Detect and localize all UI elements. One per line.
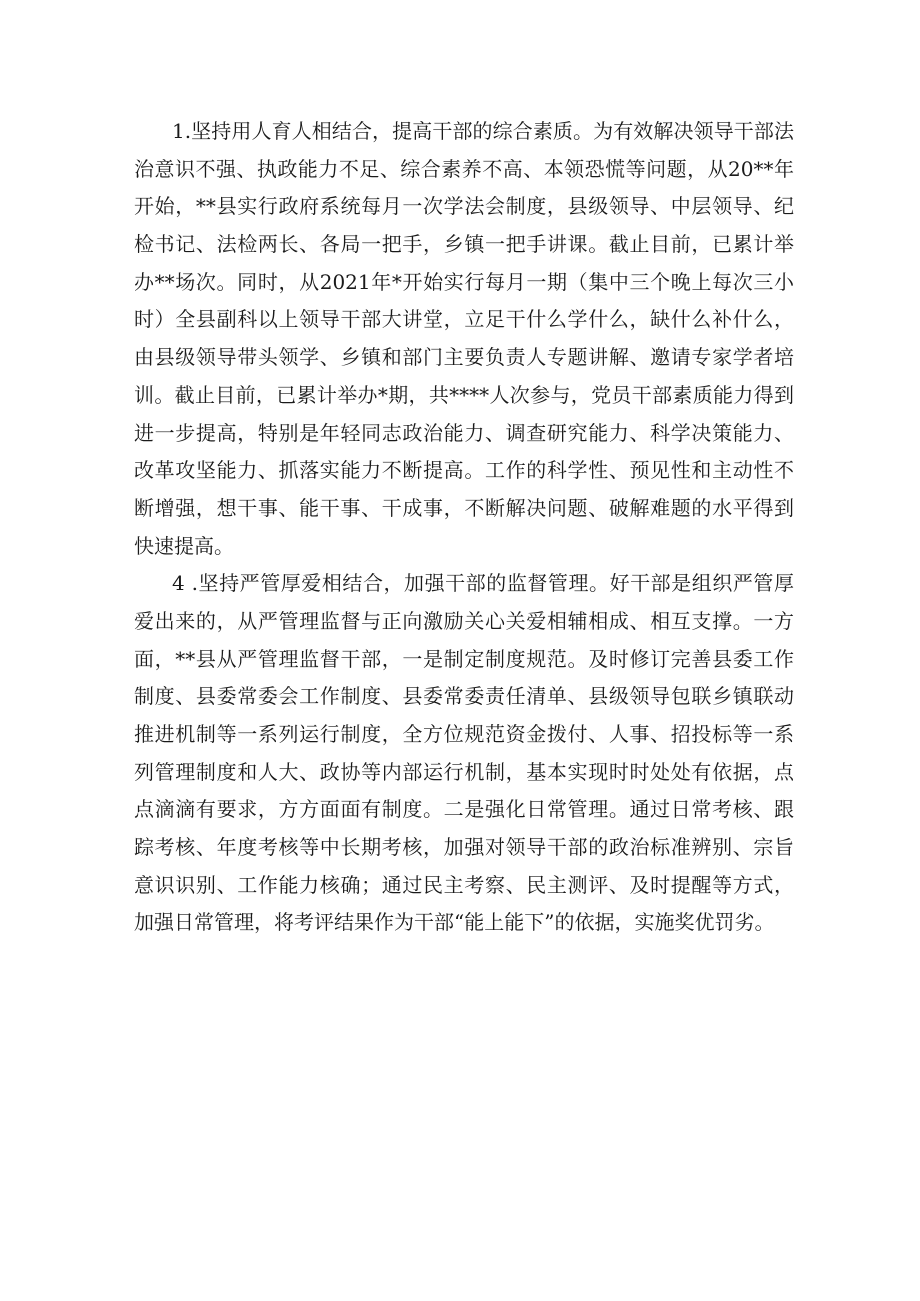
text-line: 加强日常管理，将考评结果作为干部“能上能下”的依据，实施奖优罚劣。 [134, 910, 775, 935]
text-line: 开始，**县实行政府系统每月一次学法会制度，县级领导、中层领导、纪 [134, 194, 794, 219]
text-line: 训。截止目前，已累计举办*期，共****人次参与，党员干部素质能力得到 [134, 382, 794, 407]
text-line: 推进机制等一系列运行制度，全方位规范资金拨付、人事、招投标等一系 [134, 722, 794, 746]
text-line: 面，**县从严管理监督干部，一是制定制度规范。及时修订完善县委工作 [134, 646, 794, 671]
text-line: 快速提高。 [134, 533, 234, 558]
text-line: 制度、县委常委会工作制度、县委常委责任清单、县级领导包联乡镇联动 [134, 684, 794, 709]
text-line: 意识识别、工作能力核确；通过民主考察、民主测评、及时提醒等方式， [134, 872, 794, 897]
text-line: 1.坚持用人育人相结合，提高干部的综合素质。为有效解决领导干部法 [172, 119, 794, 143]
text-line: 改革攻坚能力、抓落实能力不断提高。工作的科学性、预见性和主动性不 [134, 458, 794, 483]
text-line: 由县级领导带头领学、乡镇和部门主要负责人专题讲解、邀请专家学者培 [134, 345, 794, 370]
text-line: 时）全县副科以上领导干部大讲堂，立足干什么学什么，缺什么补什么， [134, 307, 794, 332]
document-body [134, 113, 794, 942]
text-line: 办**场次。同时，从2021年*开始实行每月一期（集中三个晚上每次三小 [134, 269, 794, 294]
text-line: 进一步提高，特别是年轻同志政治能力、调查研究能力、科学决策能力、 [134, 420, 794, 445]
paragraph-cadre-supervision [134, 565, 794, 942]
text-line: 列管理制度和人大、政协等内部运行机制，基本实现时时处处有依据，点 [134, 759, 794, 784]
text-line: 检书记、法检两长、各局一把手，乡镇一把手讲课。截止目前，已累计举 [134, 232, 794, 257]
text-line: 爱出来的，从严管理监督与正向激励关心关爱相辅相成、相互支撑。一方 [134, 608, 794, 633]
text-line: 点滴滴有要求，方方面面有制度。二是强化日常管理。通过日常考核、跟 [134, 797, 794, 822]
paragraph-cadre-training [134, 113, 794, 565]
text-line: 断增强，想干事、能干事、干成事，不断解决问题、破解难题的水平得到 [134, 495, 794, 520]
text-line: 治意识不强、执政能力不足、综合素养不高、本领恐慌等问题，从20**年 [134, 156, 794, 181]
text-line: 踪考核、年度考核等中长期考核，加强对领导干部的政治标准辨别、宗旨 [134, 835, 794, 860]
text-line: 4 .坚持严管厚爱相结合，加强干部的监督管理。好干部是组织严管厚 [172, 571, 794, 596]
